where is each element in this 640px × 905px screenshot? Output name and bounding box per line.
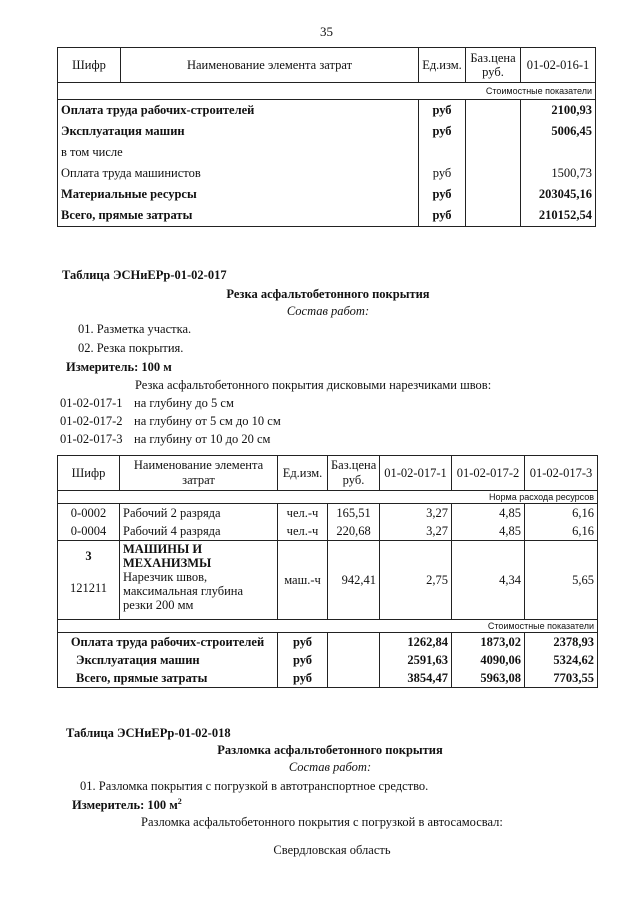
- footer-region: Свердловская область: [273, 843, 391, 857]
- cost-v3: 2378,93: [525, 633, 598, 652]
- machine-name-cell: [120, 541, 278, 620]
- row-value: 1500,73: [521, 163, 596, 184]
- header-name: Наименование элемента затрат: [120, 456, 278, 491]
- cost-v2: 1873,02: [452, 633, 525, 652]
- row-name: Оплата труда рабочих-строителей: [58, 100, 419, 122]
- cost-v1: 2591,63: [380, 651, 452, 669]
- machine-price: 942,41: [328, 541, 380, 620]
- header-col-1: 01-02-016-1: [521, 48, 596, 83]
- header-price: Баз.цена руб.: [328, 456, 380, 491]
- subheader-cost: Стоимостные показатели: [58, 620, 598, 633]
- section-title-018: Разломка асфальтобетонного покрытия: [217, 743, 443, 757]
- table-id-018: Таблица ЭСНиЕРр-01-02-018: [66, 726, 231, 740]
- header-col-3: 01-02-017-3: [525, 456, 598, 491]
- meter-018: Измеритель: 100 $м^2$: [72, 797, 182, 813]
- work-item: 02. Резка покрытия.: [78, 341, 184, 355]
- cost-name: Оплата труда рабочих-строителей: [58, 633, 278, 652]
- work-item: 01. Разметка участка.: [78, 322, 192, 336]
- machine-cell: [58, 541, 120, 620]
- row-name: в том числе: [58, 142, 419, 163]
- variant-code: 01-02-017-1: [60, 396, 123, 410]
- resource-unit: чел.-ч: [278, 522, 328, 541]
- variant-code: 01-02-017-2: [60, 414, 123, 428]
- header-name: Наименование элемента затрат: [121, 48, 419, 83]
- machine-name-3: резки 200 мм: [123, 598, 194, 612]
- resource-unit: чел.-ч: [278, 504, 328, 523]
- header-code: Шифр: [58, 456, 120, 491]
- resource-name: Рабочий 4 разряда: [120, 522, 278, 541]
- header-col-2: 01-02-017-2: [452, 456, 525, 491]
- meter-017: Измеритель: 100 м: [66, 360, 172, 374]
- cost-name: Эксплуатация машин: [58, 651, 278, 669]
- cost-v2: 4090,06: [452, 651, 525, 669]
- resource-v2: 4,85: [452, 522, 525, 541]
- machine-code: 121211: [69, 581, 108, 595]
- resource-code: 0-0002: [58, 504, 120, 523]
- machine-unit: маш.-ч: [278, 541, 328, 620]
- header-code: Шифр: [58, 48, 121, 83]
- group-code: 3: [85, 549, 92, 563]
- cost-v2: 5963,08: [452, 669, 525, 688]
- row-unit: руб: [419, 100, 466, 122]
- row-unit: руб: [419, 184, 466, 205]
- resource-price: 220,68: [328, 522, 380, 541]
- row-value: 5006,45: [521, 121, 596, 142]
- group-name-2: МЕХАНИЗМЫ: [123, 556, 212, 570]
- page-number: 35: [320, 24, 333, 39]
- description-018: Разломка асфальтобетонного покрытия с погрузкой в автосамосвал:: [141, 815, 503, 829]
- machine-name-2: максимальная глубина: [123, 584, 244, 598]
- resource-v2: 4,85: [452, 504, 525, 523]
- row-name: Оплата труда машинистов: [58, 163, 419, 184]
- variant-text: на глубину до 5 см: [134, 396, 234, 410]
- variant-text: на глубину от 10 до 20 см: [134, 432, 271, 446]
- cost-unit: руб: [278, 651, 328, 669]
- header-unit: Ед.изм.: [278, 456, 328, 491]
- cost-v1: 3854,47: [380, 669, 452, 688]
- row-name: Эксплуатация машин: [58, 121, 419, 142]
- header-col-1: 01-02-017-1: [380, 456, 452, 491]
- section-title-017: Резка асфальтобетонного покрытия: [226, 287, 430, 301]
- row-unit: руб: [419, 205, 466, 227]
- row-value: 2100,93: [521, 100, 596, 122]
- row-unit: руб: [419, 163, 466, 184]
- row-unit: руб: [419, 121, 466, 142]
- cost-v3: 5324,62: [525, 651, 598, 669]
- resource-name: Рабочий 2 разряда: [120, 504, 278, 523]
- cost-v1: 1262,84: [380, 633, 452, 652]
- cost-unit: руб: [278, 633, 328, 652]
- variant-code: 01-02-017-3: [60, 432, 123, 446]
- subheader-resources: Норма расхода ресурсов: [58, 491, 598, 504]
- resource-v1: 3,27: [380, 522, 452, 541]
- resource-table-01-02-017: [57, 455, 598, 688]
- table-id-017: Таблица ЭСНиЕРр-01-02-017: [62, 268, 227, 282]
- machine-v2: 4,34: [452, 541, 525, 620]
- group-name-1: МАШИНЫ И: [123, 542, 203, 556]
- resource-price: 165,51: [328, 504, 380, 523]
- row-name: Всего, прямые затраты: [58, 205, 419, 227]
- resource-v1: 3,27: [380, 504, 452, 523]
- machine-v1: 2,75: [380, 541, 452, 620]
- resource-v3: 6,16: [525, 522, 598, 541]
- header-unit: Ед.изм.: [419, 48, 466, 83]
- work-item: 01. Разломка покрытия с погрузкой в автотранспортное средство.: [80, 779, 429, 793]
- row-value: 203045,16: [521, 184, 596, 205]
- resource-code: 0-0004: [58, 522, 120, 541]
- variant-text: на глубину от 5 см до 10 см: [134, 414, 281, 428]
- cost-name: Всего, прямые затраты: [58, 669, 278, 688]
- composition-label-018: Состав работ:: [288, 760, 372, 774]
- description-017: Резка асфальтобетонного покрытия дисковыми нарезчиками швов:: [135, 378, 492, 392]
- cost-unit: руб: [278, 669, 328, 688]
- row-value: 210152,54: [521, 205, 596, 227]
- cost-table-01-02-016: [57, 47, 596, 227]
- machine-name-1: Нарезчик швов,: [123, 570, 208, 584]
- resource-v3: 6,16: [525, 504, 598, 523]
- cost-v3: 7703,55: [525, 669, 598, 688]
- header-price: Баз.цена руб.: [466, 48, 521, 83]
- row-name: Материальные ресурсы: [58, 184, 419, 205]
- subheader-cost: Стоимостные показатели: [58, 83, 596, 100]
- composition-label-017: Состав работ:: [286, 304, 370, 318]
- machine-v3: 5,65: [525, 541, 598, 620]
